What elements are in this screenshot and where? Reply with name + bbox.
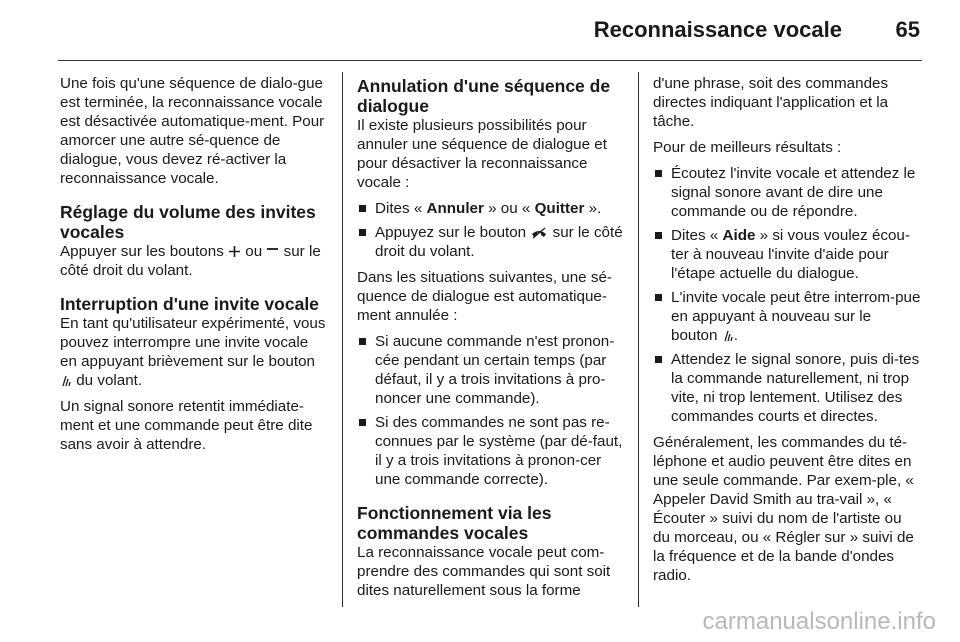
paragraph-general: Généralement, les commandes du té-léphone et audio peuvent être dites en une seule commande. Par exem-ple, « Appeler David Smith au tra-vail », « Écouter » suivi du nom de l'artiste ou du morceau, ou « Régler sur » suivi de la fréquence et de la bande d'ondes radio. <box>653 434 914 584</box>
paragraph-best-results: Pour de meilleurs résultats : <box>653 139 842 156</box>
hang-up-icon <box>530 227 548 239</box>
command-aide: Aide <box>722 227 756 244</box>
list-item: Dites « Annuler » ou « Quitter ». <box>357 199 625 218</box>
command-quitter: Quitter <box>534 200 585 217</box>
command-annuler: Annuler <box>426 200 484 217</box>
heading-cancel: Annulation d'une séquence de dialogue <box>357 76 611 116</box>
paragraph: d'une phrase, soit des commandes directes indiquant l'application et la tâche. <box>653 75 889 130</box>
column-2 <box>357 74 625 607</box>
column-divider-2 <box>638 72 639 607</box>
paragraph-operation: La reconnaissance vocale peut com-prendre des commandes qui sont soit dites naturellement sous la forme <box>357 544 611 599</box>
column-3 <box>653 74 921 592</box>
watermark: carmanualsonline.info <box>702 608 936 635</box>
paragraph-auto-cancel: Dans les situations suivantes, une sé-quence de dialogue est automatique-ment annulée : <box>357 269 612 324</box>
header-rule <box>58 60 922 61</box>
heading-volume: Réglage du volume des invites vocales <box>60 202 316 242</box>
paragraph-cancel-intro: Il existe plusieurs possibilités pour annuler une séquence de dialogue et pour désactiver la reconnaissance vocale : <box>357 117 607 191</box>
heading-operation: Fonctionnement via les commandes vocales <box>357 503 552 543</box>
paragraph: Une fois qu'une séquence de dialo-gue est terminée, la reconnaissance vocale est désactivée automatique-ment. Pour amorcer une autre sé-quence de dialogue, vous devez ré-activer la reconnaissance vocale. <box>60 75 325 187</box>
paragraph-signal: Un signal sonore retentit immédiate-ment et une commande peut être dite sans avoir à attendre. <box>60 398 313 453</box>
heading-interrupt: Interruption d'une invite vocale <box>60 294 319 314</box>
list-item: Si aucune commande n'est pronon-cée pendant un certain temps (par défaut, il y a trois invitations à pro-noncer une commande). <box>357 332 625 408</box>
list-item: Dites « Aide » si vous voulez écou-ter à nouveau l'invite d'aide pour l'étape actuelle du dialogue. <box>653 226 921 283</box>
plus-icon <box>228 245 241 258</box>
list-item: Appuyez sur le bouton sur le côté droit du volant. <box>357 223 625 261</box>
page-title: Reconnaissance vocale <box>593 17 842 42</box>
column-1 <box>60 74 328 461</box>
paragraph-volume: Appuyer sur les boutons ou sur le côté droit du volant. <box>60 243 321 279</box>
voice-button-icon <box>60 373 72 387</box>
cancel-list <box>357 199 625 261</box>
page-header <box>0 0 960 60</box>
voice-button-icon <box>722 328 734 342</box>
list-item: Attendez le signal sonore, puis di-tes la commande naturellement, ni trop vite, ni trop lentement. Utilisez des commandes courts et directes. <box>653 350 921 426</box>
paragraph-interrupt: En tant qu'utilisateur expérimenté, vous pouvez interrompre une invite vocale en appuyant brièvement sur le bouton du volant. <box>60 315 326 389</box>
list-item: Écoutez l'invite vocale et attendez le signal sonore avant de dire une commande ou de répondre. <box>653 164 921 221</box>
minus-icon <box>266 245 279 258</box>
page-number: 65 <box>895 17 920 42</box>
auto-cancel-list <box>357 332 625 489</box>
tips-list <box>653 164 921 426</box>
column-divider-1 <box>342 72 343 607</box>
list-item: Si des commandes ne sont pas re-connues par le système (par dé-faut, il y a trois invitations à pronon-cer une commande correcte). <box>357 413 625 489</box>
list-item: L'invite vocale peut être interrom-pue en appuyant à nouveau sur le bouton . <box>653 288 921 345</box>
